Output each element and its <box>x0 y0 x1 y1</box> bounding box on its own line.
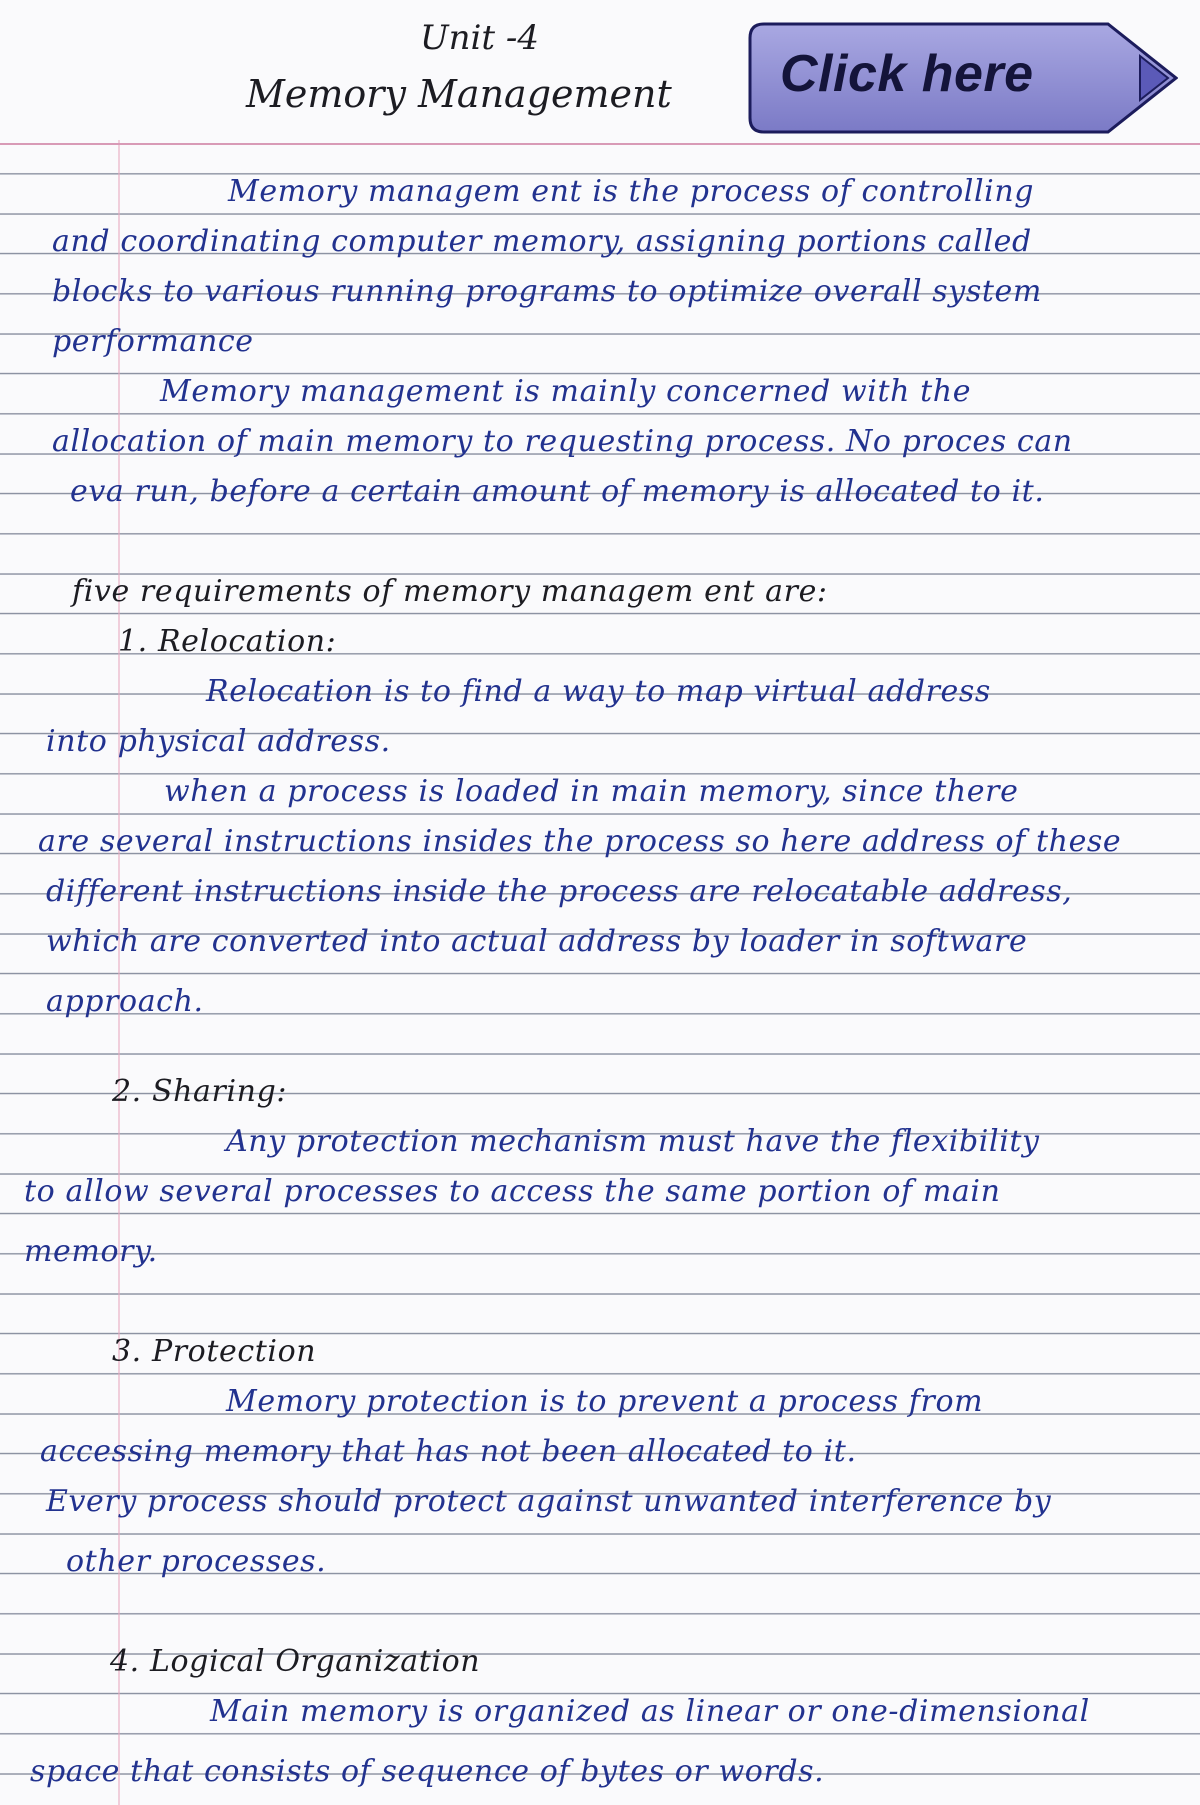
text-line: and coordinating computer memory, assigning portions called <box>52 224 1032 259</box>
click-here-label: Click here <box>780 45 1034 103</box>
text-line: Memory management is mainly concerned with the <box>160 374 972 409</box>
text-line: performance <box>52 324 254 359</box>
subheading-sharing: 2. Sharing: <box>112 1074 288 1109</box>
text-line: Memory managem ent is the process of controlling <box>228 174 1035 209</box>
subheading-logical-organization: 4. Logical Organization <box>110 1644 481 1679</box>
text-line: memory. <box>24 1234 158 1269</box>
page-title: Memory Management <box>246 72 672 116</box>
click-here-button[interactable] <box>748 22 1178 134</box>
text-line: to allow several processes to access the same portion of main <box>24 1174 1001 1209</box>
text-line: Memory protection is to prevent a process from <box>226 1384 984 1419</box>
header-rule <box>0 143 1200 145</box>
text-line: are several instructions insides the process so here address of these <box>38 824 1122 859</box>
text-line: which are converted into actual address by loader in software <box>46 924 1028 959</box>
text-line: Every process should protect against unwanted interference by <box>46 1484 1052 1519</box>
text-line: Main memory is organized as linear or one-dimensional <box>210 1694 1090 1729</box>
text-line: different instructions inside the process are relocatable address, <box>46 874 1073 909</box>
subheading-relocation: 1. Relocation: <box>118 624 337 659</box>
text-line: Any protection mechanism must have the flexibility <box>226 1124 1040 1159</box>
text-line: Relocation is to find a way to map virtual address <box>206 674 991 709</box>
text-line: space that consists of sequence of bytes or words. <box>30 1754 825 1789</box>
subheading-protection: 3. Protection <box>112 1334 317 1369</box>
unit-heading: Unit -4 <box>420 18 540 58</box>
text-line: approach. <box>46 984 204 1019</box>
text-line: accessing memory that has not been allocated to it. <box>40 1434 857 1469</box>
title-block <box>0 0 1200 140</box>
text-line: eva run, before a certain amount of memory is allocated to it. <box>70 474 1045 509</box>
text-line: into physical address. <box>46 724 391 759</box>
section-heading: five requirements of memory managem ent are: <box>72 574 828 609</box>
text-line: when a process is loaded in main memory, since there <box>164 774 1019 809</box>
text-line: allocation of main memory to requesting process. No proces can <box>52 424 1073 459</box>
text-line: other processes. <box>66 1544 327 1579</box>
text-line: blocks to various running programs to optimize overall system <box>52 274 1042 309</box>
